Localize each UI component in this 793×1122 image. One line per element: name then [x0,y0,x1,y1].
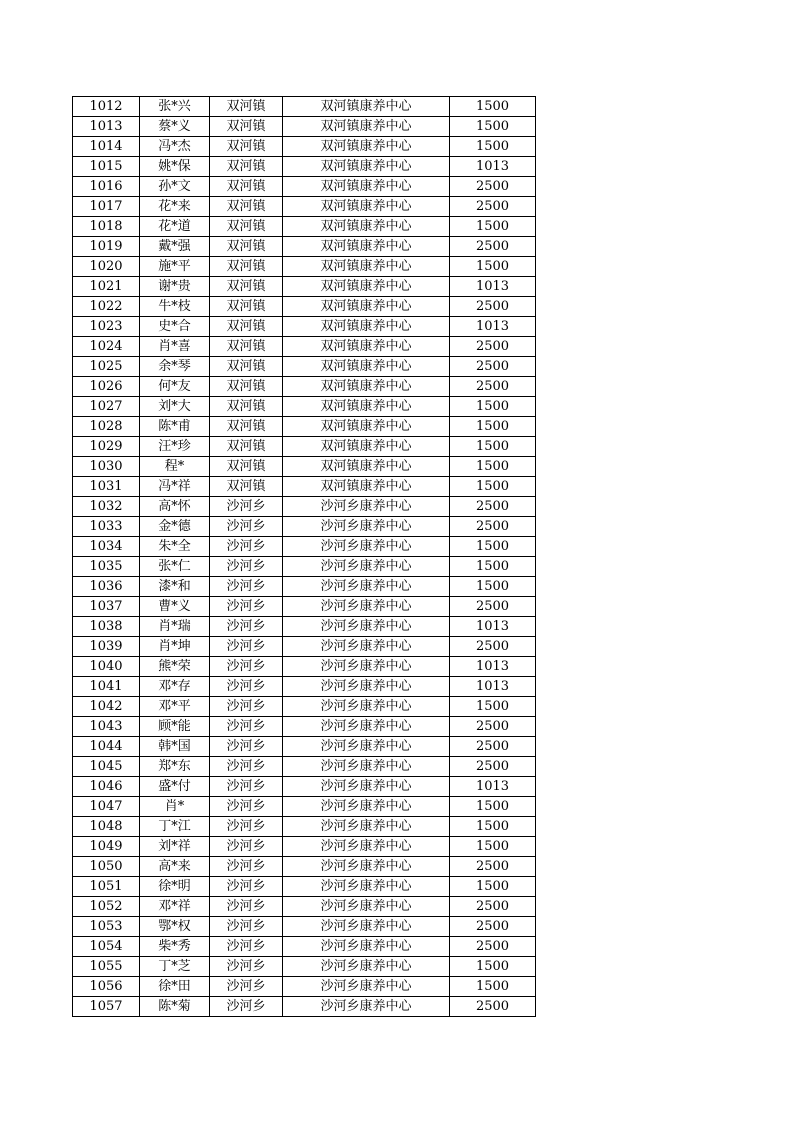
table-row [73,657,536,677]
cell-id: 1055 [73,957,140,977]
cell-id: 1014 [73,137,140,157]
cell-id: 1032 [73,497,140,517]
cell-town: 双河镇 [210,177,283,197]
table-row [73,477,536,497]
cell-id: 1037 [73,597,140,617]
cell-amount: 2500 [450,197,536,217]
cell-name: 高*来 [140,857,210,877]
cell-name: 肖* [140,797,210,817]
cell-amount: 1500 [450,577,536,597]
cell-id: 1052 [73,897,140,917]
cell-amount: 2500 [450,757,536,777]
cell-name: 邓*平 [140,697,210,717]
table-row [73,297,536,317]
cell-amount: 2500 [450,917,536,937]
table-row [73,97,536,117]
cell-amount: 1500 [450,557,536,577]
cell-town: 沙河乡 [210,817,283,837]
cell-id: 1033 [73,517,140,537]
cell-town: 双河镇 [210,477,283,497]
cell-institution: 沙河乡康养中心 [283,757,450,777]
cell-name: 朱*全 [140,537,210,557]
cell-town: 沙河乡 [210,857,283,877]
table-row [73,377,536,397]
cell-name: 肖*瑞 [140,617,210,637]
cell-town: 双河镇 [210,137,283,157]
cell-id: 1016 [73,177,140,197]
cell-name: 冯*杰 [140,137,210,157]
cell-name: 曹*义 [140,597,210,617]
cell-id: 1047 [73,797,140,817]
cell-institution: 沙河乡康养中心 [283,817,450,837]
cell-institution: 沙河乡康养中心 [283,517,450,537]
cell-town: 沙河乡 [210,757,283,777]
table-row [73,517,536,537]
cell-id: 1031 [73,477,140,497]
cell-amount: 2500 [450,357,536,377]
cell-town: 沙河乡 [210,877,283,897]
cell-name: 徐*田 [140,977,210,997]
cell-institution: 双河镇康养中心 [283,437,450,457]
cell-institution: 双河镇康养中心 [283,277,450,297]
cell-town: 沙河乡 [210,597,283,617]
cell-institution: 双河镇康养中心 [283,297,450,317]
cell-institution: 双河镇康养中心 [283,457,450,477]
cell-institution: 沙河乡康养中心 [283,737,450,757]
cell-town: 沙河乡 [210,937,283,957]
cell-id: 1035 [73,557,140,577]
cell-name: 邓*存 [140,677,210,697]
cell-name: 邓*祥 [140,897,210,917]
cell-name: 姚*保 [140,157,210,177]
cell-town: 双河镇 [210,337,283,357]
table-row [73,277,536,297]
cell-institution: 双河镇康养中心 [283,157,450,177]
cell-id: 1020 [73,257,140,277]
table-row [73,757,536,777]
cell-institution: 沙河乡康养中心 [283,497,450,517]
cell-institution: 沙河乡康养中心 [283,857,450,877]
cell-name: 孙*文 [140,177,210,197]
table-row [73,597,536,617]
table-row [73,777,536,797]
cell-institution: 沙河乡康养中心 [283,917,450,937]
cell-town: 沙河乡 [210,797,283,817]
cell-institution: 双河镇康养中心 [283,477,450,497]
cell-town: 沙河乡 [210,497,283,517]
cell-amount: 1500 [450,537,536,557]
cell-institution: 沙河乡康养中心 [283,997,450,1017]
cell-name: 冯*祥 [140,477,210,497]
cell-institution: 双河镇康养中心 [283,137,450,157]
cell-institution: 沙河乡康养中心 [283,637,450,657]
cell-amount: 2500 [450,597,536,617]
cell-amount: 1500 [450,137,536,157]
cell-id: 1050 [73,857,140,877]
table-row [73,877,536,897]
table-row [73,917,536,937]
cell-institution: 双河镇康养中心 [283,317,450,337]
cell-id: 1022 [73,297,140,317]
cell-name: 顾*能 [140,717,210,737]
cell-institution: 沙河乡康养中心 [283,977,450,997]
cell-id: 1025 [73,357,140,377]
cell-institution: 双河镇康养中心 [283,357,450,377]
table-row [73,557,536,577]
cell-town: 沙河乡 [210,897,283,917]
cell-institution: 沙河乡康养中心 [283,577,450,597]
cell-amount: 1013 [450,617,536,637]
cell-amount: 1013 [450,157,536,177]
cell-town: 双河镇 [210,237,283,257]
cell-institution: 双河镇康养中心 [283,237,450,257]
cell-town: 双河镇 [210,317,283,337]
cell-id: 1027 [73,397,140,417]
cell-id: 1034 [73,537,140,557]
table-row [73,997,536,1017]
cell-institution: 沙河乡康养中心 [283,657,450,677]
cell-town: 沙河乡 [210,577,283,597]
cell-amount: 2500 [450,997,536,1017]
cell-institution: 沙河乡康养中心 [283,957,450,977]
cell-town: 沙河乡 [210,657,283,677]
cell-amount: 1500 [450,417,536,437]
cell-town: 沙河乡 [210,517,283,537]
cell-institution: 沙河乡康养中心 [283,557,450,577]
cell-id: 1040 [73,657,140,677]
cell-town: 沙河乡 [210,917,283,937]
table-row [73,577,536,597]
cell-name: 徐*明 [140,877,210,897]
cell-town: 沙河乡 [210,977,283,997]
cell-town: 双河镇 [210,377,283,397]
table-row [73,357,536,377]
table-row [73,977,536,997]
cell-amount: 2500 [450,937,536,957]
cell-institution: 沙河乡康养中心 [283,697,450,717]
cell-amount: 1500 [450,437,536,457]
cell-id: 1042 [73,697,140,717]
cell-institution: 双河镇康养中心 [283,117,450,137]
cell-amount: 1013 [450,657,536,677]
cell-institution: 双河镇康养中心 [283,217,450,237]
cell-institution: 沙河乡康养中心 [283,597,450,617]
cell-town: 双河镇 [210,97,283,117]
cell-name: 程* [140,457,210,477]
table-row [73,337,536,357]
cell-name: 张*仁 [140,557,210,577]
cell-amount: 2500 [450,517,536,537]
cell-id: 1051 [73,877,140,897]
cell-id: 1021 [73,277,140,297]
table-row [73,417,536,437]
cell-amount: 1500 [450,457,536,477]
cell-town: 双河镇 [210,157,283,177]
cell-id: 1036 [73,577,140,597]
table-row [73,797,536,817]
cell-id: 1043 [73,717,140,737]
cell-name: 谢*贵 [140,277,210,297]
cell-id: 1054 [73,937,140,957]
cell-id: 1013 [73,117,140,137]
cell-town: 沙河乡 [210,997,283,1017]
cell-id: 1015 [73,157,140,177]
table-row [73,837,536,857]
cell-amount: 1500 [450,257,536,277]
cell-institution: 沙河乡康养中心 [283,537,450,557]
cell-name: 花*来 [140,197,210,217]
cell-name: 刘*大 [140,397,210,417]
table-row [73,317,536,337]
cell-institution: 沙河乡康养中心 [283,617,450,637]
cell-amount: 2500 [450,897,536,917]
cell-amount: 1500 [450,217,536,237]
cell-institution: 沙河乡康养中心 [283,877,450,897]
cell-amount: 1500 [450,817,536,837]
cell-town: 双河镇 [210,397,283,417]
cell-town: 双河镇 [210,117,283,137]
cell-name: 郑*东 [140,757,210,777]
cell-amount: 1500 [450,697,536,717]
cell-name: 何*友 [140,377,210,397]
cell-amount: 2500 [450,737,536,757]
table-row [73,217,536,237]
table-row [73,117,536,137]
cell-town: 沙河乡 [210,557,283,577]
cell-amount: 1500 [450,957,536,977]
cell-amount: 1500 [450,97,536,117]
cell-amount: 1500 [450,397,536,417]
cell-town: 沙河乡 [210,677,283,697]
cell-id: 1049 [73,837,140,857]
cell-amount: 1500 [450,117,536,137]
cell-town: 双河镇 [210,217,283,237]
table-row [73,617,536,637]
cell-name: 张*兴 [140,97,210,117]
cell-town: 沙河乡 [210,777,283,797]
cell-amount: 1500 [450,977,536,997]
cell-town: 沙河乡 [210,537,283,557]
cell-name: 柴*秀 [140,937,210,957]
cell-town: 双河镇 [210,257,283,277]
cell-amount: 2500 [450,337,536,357]
cell-name: 陈*菊 [140,997,210,1017]
cell-id: 1029 [73,437,140,457]
cell-id: 1019 [73,237,140,257]
cell-name: 花*道 [140,217,210,237]
cell-amount: 2500 [450,857,536,877]
cell-town: 沙河乡 [210,837,283,857]
cell-amount: 2500 [450,177,536,197]
cell-amount: 2500 [450,497,536,517]
cell-name: 丁*芝 [140,957,210,977]
cell-id: 1038 [73,617,140,637]
cell-town: 双河镇 [210,457,283,477]
table-row [73,177,536,197]
cell-amount: 2500 [450,297,536,317]
cell-id: 1026 [73,377,140,397]
cell-town: 双河镇 [210,277,283,297]
table-row [73,537,536,557]
cell-town: 双河镇 [210,297,283,317]
cell-name: 刘*祥 [140,837,210,857]
cell-town: 沙河乡 [210,637,283,657]
cell-amount: 1500 [450,797,536,817]
cell-town: 沙河乡 [210,717,283,737]
cell-amount: 1013 [450,777,536,797]
cell-amount: 1500 [450,477,536,497]
cell-name: 蔡*义 [140,117,210,137]
cell-id: 1030 [73,457,140,477]
cell-institution: 沙河乡康养中心 [283,677,450,697]
cell-id: 1053 [73,917,140,937]
cell-amount: 2500 [450,377,536,397]
cell-institution: 双河镇康养中心 [283,377,450,397]
cell-id: 1041 [73,677,140,697]
cell-name: 熊*荣 [140,657,210,677]
cell-institution: 沙河乡康养中心 [283,777,450,797]
cell-name: 漆*和 [140,577,210,597]
table-row [73,457,536,477]
table-row [73,257,536,277]
cell-institution: 双河镇康养中心 [283,397,450,417]
table-row [73,857,536,877]
table-row [73,817,536,837]
cell-name: 丁*江 [140,817,210,837]
table-row [73,897,536,917]
cell-id: 1057 [73,997,140,1017]
data-table [72,96,536,1017]
cell-id: 1045 [73,757,140,777]
table-row [73,957,536,977]
table-row [73,637,536,657]
cell-id: 1024 [73,337,140,357]
table-row [73,677,536,697]
cell-name: 高*怀 [140,497,210,517]
cell-institution: 沙河乡康养中心 [283,937,450,957]
cell-town: 双河镇 [210,437,283,457]
cell-name: 史*合 [140,317,210,337]
cell-town: 沙河乡 [210,737,283,757]
cell-name: 肖*喜 [140,337,210,357]
table-row [73,717,536,737]
cell-institution: 双河镇康养中心 [283,257,450,277]
cell-name: 余*琴 [140,357,210,377]
cell-amount: 1500 [450,837,536,857]
cell-name: 金*德 [140,517,210,537]
cell-name: 施*平 [140,257,210,277]
table-row [73,157,536,177]
cell-town: 沙河乡 [210,957,283,977]
cell-name: 陈*甫 [140,417,210,437]
cell-town: 双河镇 [210,357,283,377]
cell-id: 1028 [73,417,140,437]
cell-name: 鄂*权 [140,917,210,937]
table-row [73,497,536,517]
cell-town: 沙河乡 [210,617,283,637]
cell-amount: 1013 [450,277,536,297]
table-row [73,237,536,257]
cell-town: 双河镇 [210,197,283,217]
cell-id: 1048 [73,817,140,837]
cell-amount: 2500 [450,717,536,737]
table-row [73,397,536,417]
cell-id: 1044 [73,737,140,757]
cell-town: 双河镇 [210,417,283,437]
cell-institution: 双河镇康养中心 [283,197,450,217]
cell-institution: 双河镇康养中心 [283,417,450,437]
table-row [73,937,536,957]
cell-amount: 1500 [450,877,536,897]
cell-name: 肖*坤 [140,637,210,657]
cell-name: 韩*国 [140,737,210,757]
table-body [73,97,536,1017]
cell-name: 汪*珍 [140,437,210,457]
table-row [73,737,536,757]
table-row [73,197,536,217]
table-row [73,437,536,457]
table-row [73,697,536,717]
cell-institution: 沙河乡康养中心 [283,797,450,817]
cell-amount: 2500 [450,237,536,257]
cell-id: 1012 [73,97,140,117]
cell-institution: 沙河乡康养中心 [283,717,450,737]
cell-name: 牛*枝 [140,297,210,317]
cell-amount: 1013 [450,317,536,337]
cell-id: 1039 [73,637,140,657]
cell-amount: 1013 [450,677,536,697]
table-row [73,137,536,157]
cell-id: 1046 [73,777,140,797]
cell-id: 1056 [73,977,140,997]
cell-amount: 2500 [450,637,536,657]
cell-institution: 沙河乡康养中心 [283,837,450,857]
cell-name: 盛*付 [140,777,210,797]
cell-institution: 双河镇康养中心 [283,97,450,117]
cell-institution: 双河镇康养中心 [283,337,450,357]
cell-town: 沙河乡 [210,697,283,717]
cell-institution: 双河镇康养中心 [283,177,450,197]
cell-institution: 沙河乡康养中心 [283,897,450,917]
cell-id: 1018 [73,217,140,237]
cell-name: 戴*强 [140,237,210,257]
cell-id: 1017 [73,197,140,217]
cell-id: 1023 [73,317,140,337]
